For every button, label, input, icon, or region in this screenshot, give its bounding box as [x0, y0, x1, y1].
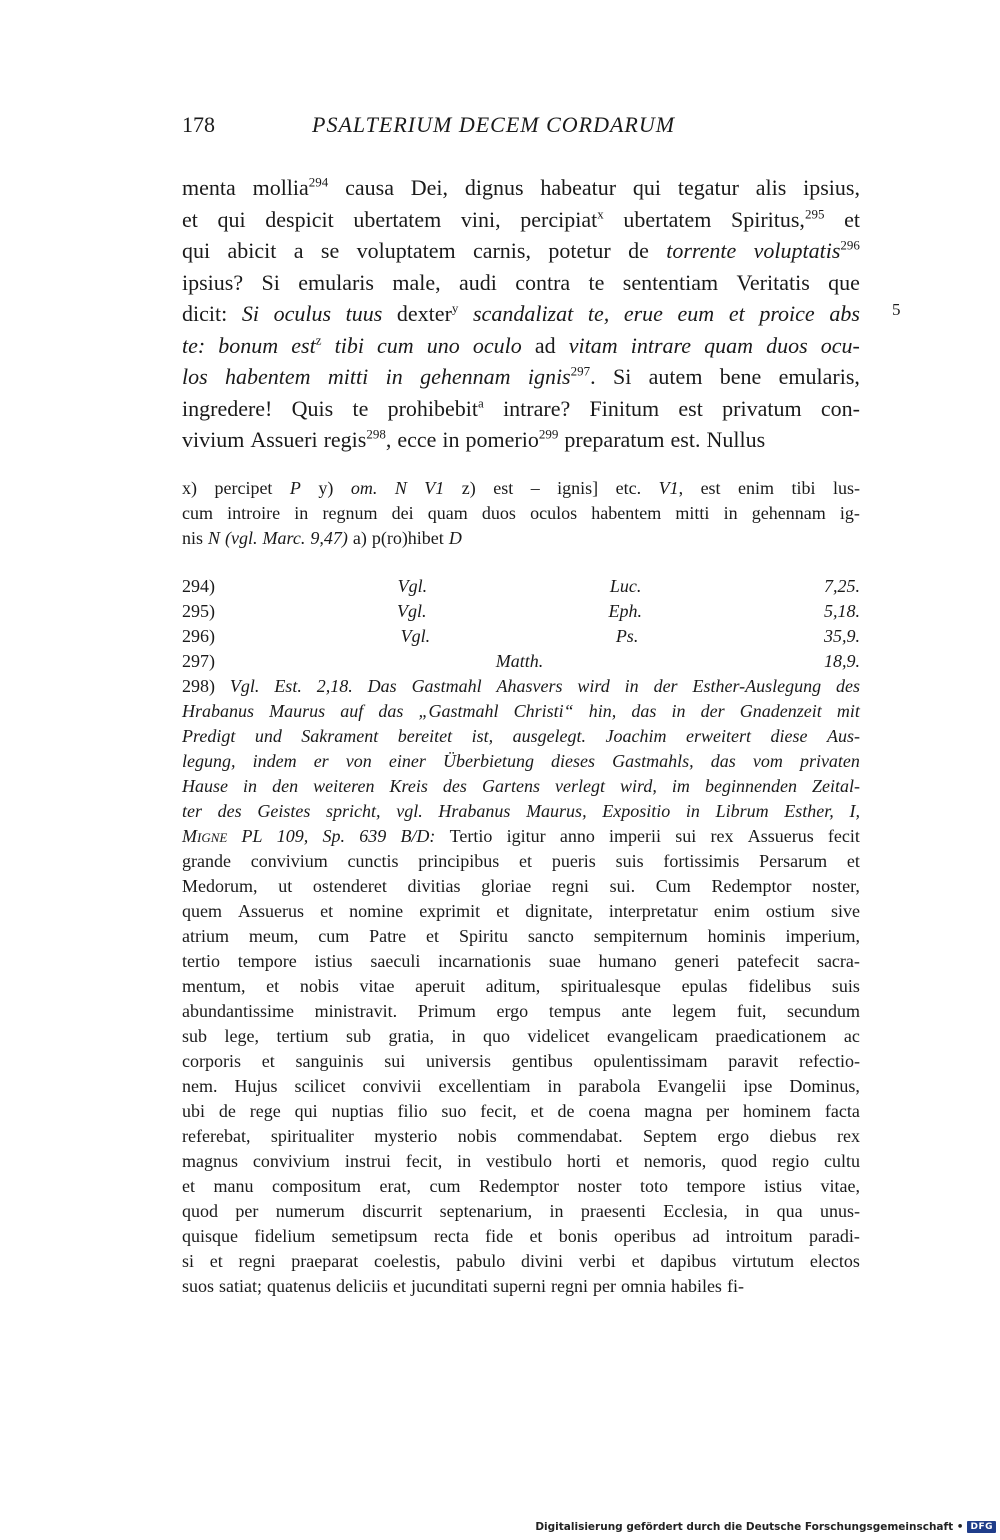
footnote-line: si et regni praeparat coelestis, pabulo divini verbi et dapibus virtutum electos	[182, 1251, 860, 1271]
footnote-line: tertio tempore istius saeculi incarnationis suae humano generi patefecit sacra-	[182, 951, 860, 971]
footnote-line: ubi de rege qui nuptias filio suo fecit, et de coena magna per hominem facta	[182, 1101, 860, 1121]
main-text-line: vivium Assueri regis$^{298}$, ecce in pomerio$^{299}$ preparatum est. Nullus	[182, 426, 766, 452]
main-text-line: dicit: Si oculus tuus dexter$^y$ scandalizat te, erue eum et proice abs	[182, 300, 860, 326]
footnote-line: magnus convivium instrui fecit, in vestibulo horti et nemoris, quod regio cultu	[182, 1151, 860, 1171]
footnote-line: corporis et sanguinis sui universis gentibus opulentissimam paravit refectio-	[182, 1051, 860, 1071]
running-head	[182, 112, 860, 146]
page-number: 178	[182, 112, 215, 137]
dfg-logo: DFG	[967, 1521, 996, 1533]
footnote-line: abundantissime ministravit. Primum ergo tempus ante legem fuit, secundum	[182, 1001, 860, 1021]
footnote-line: quem Assuerus et nomine exprimit et dignitate, interpretatur enim ostium sive	[182, 901, 860, 921]
footnote-line: quod per numerum discurrit septenarium, in praesenti Ecclesia, in qua unus-	[182, 1201, 860, 1221]
running-title: PSALTERIUM DECEM CORDARUM	[312, 112, 676, 137]
footnote-line: 295) Vgl. Eph. 5,18.	[182, 601, 860, 621]
footnote-line: referebat, spiritualiter mysterio nobis commendabat. Septem ergo diebus rex	[182, 1126, 860, 1146]
digitization-credit	[535, 1518, 996, 1536]
footnote-line: 296) Vgl. Ps. 35,9.	[182, 626, 860, 646]
footnote-line: Hrabanus Maurus auf das „Gastmahl Christi“ hin, das in der Gnadenzeit mit	[182, 701, 860, 721]
footnote-line: mentum, et nobis vitae aperuit aditum, spiritualesque epulas fidelibus suis	[182, 976, 860, 996]
apparatus-line: x) percipet P y) om. N V1 z) est – ignis] etc. V1, est enim tibi lus-	[182, 478, 860, 498]
main-text-line: et qui despicit ubertatem vini, percipiat$^x$ ubertatem Spiritus,$^{295}$ et	[182, 206, 860, 232]
footnote-line: ter des Geistes spricht, vgl. Hrabanus Maurus, Expositio in Librum Esther, I,	[182, 801, 860, 821]
footnote-line: nem. Hujus scilicet convivii excellentiam in parabola Evangelii ipse Dominus,	[182, 1076, 860, 1096]
footnote-line: legung, indem er von einer Überbietung dieses Gastmahls, das vom privaten	[182, 751, 860, 771]
apparatus-line: nis N (vgl. Marc. 9,47) a) p(ro)hibet D	[182, 528, 462, 548]
footnotes	[182, 574, 860, 1299]
footnote-line: Predigt und Sakrament bereitet ist, ausgelegt. Joachim erweitert diese Aus-	[182, 726, 860, 746]
credit-text: Digitalisierung gefördert durch die Deutsche Forschungsgemeinschaft •	[535, 1521, 964, 1533]
footnote-line: 297) Matth. 18,9.	[182, 651, 860, 671]
footnote-line: Migne PL 109, Sp. 639 B/D: Tertio igitur anno imperii sui rex Assuerus fecit	[182, 826, 860, 846]
main-text	[182, 172, 860, 456]
footnote-line: Medorum, ut ostenderet divitias gloriae regni sui. Cum Redemptor noster,	[182, 876, 860, 896]
line-number: 5	[892, 300, 901, 319]
footnote-line: Hause in den weiteren Kreis des Gartens verlegt wird, im beginnenden Zeital-	[182, 776, 860, 796]
footnote-line: 298) Vgl. Est. 2,18. Das Gastmahl Ahasvers wird in der Esther-Auslegung des	[182, 676, 860, 696]
main-text-line: ipsius? Si emularis male, audi contra te sententiam Veritatis que	[182, 269, 860, 295]
main-text-line: qui abicit a se voluptatem carnis, potetur de torrente voluptatis$^{296}$	[182, 237, 860, 263]
footnote-line: sub lege, tertium sub gratia, in quo videlicet evangelicam praedicationem ac	[182, 1026, 860, 1046]
footnote-line: atrium meum, cum Patre et Spiritu sancto sempiternum hominis imperium,	[182, 926, 860, 946]
footnote-line: grande convivium cunctis principibus et pueris suis fortissimis Persarum et	[182, 851, 860, 871]
apparatus-line: cum introire in regnum dei quam duos oculos habentem mitti in gehennam ig-	[182, 503, 860, 523]
main-text-line: los habentem mitti in gehennam ignis$^{297}$. Si autem bene emularis,	[182, 363, 860, 389]
critical-apparatus	[182, 476, 860, 551]
footnote-line: suos satiat; quatenus deliciis et jucunditati superni regni per omnia habiles fi-	[182, 1276, 744, 1296]
main-text-line: ingredere! Quis te prohibebit$^a$ intrare? Finitum est privatum con-	[182, 395, 860, 421]
footnote-line: quisque fidelium semetipsum recta fide et bonis operibus ad introitum paradi-	[182, 1226, 860, 1246]
footnote-line: et manu compositum erat, cum Redemptor noster toto tempore istius vitae,	[182, 1176, 860, 1196]
main-text-line: te: bonum est$^z$ tibi cum uno oculo ad vitam intrare quam duos ocu-	[182, 332, 860, 358]
main-text-line: menta mollia$^{294}$ causa Dei, dignus habeatur qui tegatur alis ipsius,	[182, 174, 860, 200]
footnote-line: 294) Vgl. Luc. 7,25.	[182, 576, 860, 596]
